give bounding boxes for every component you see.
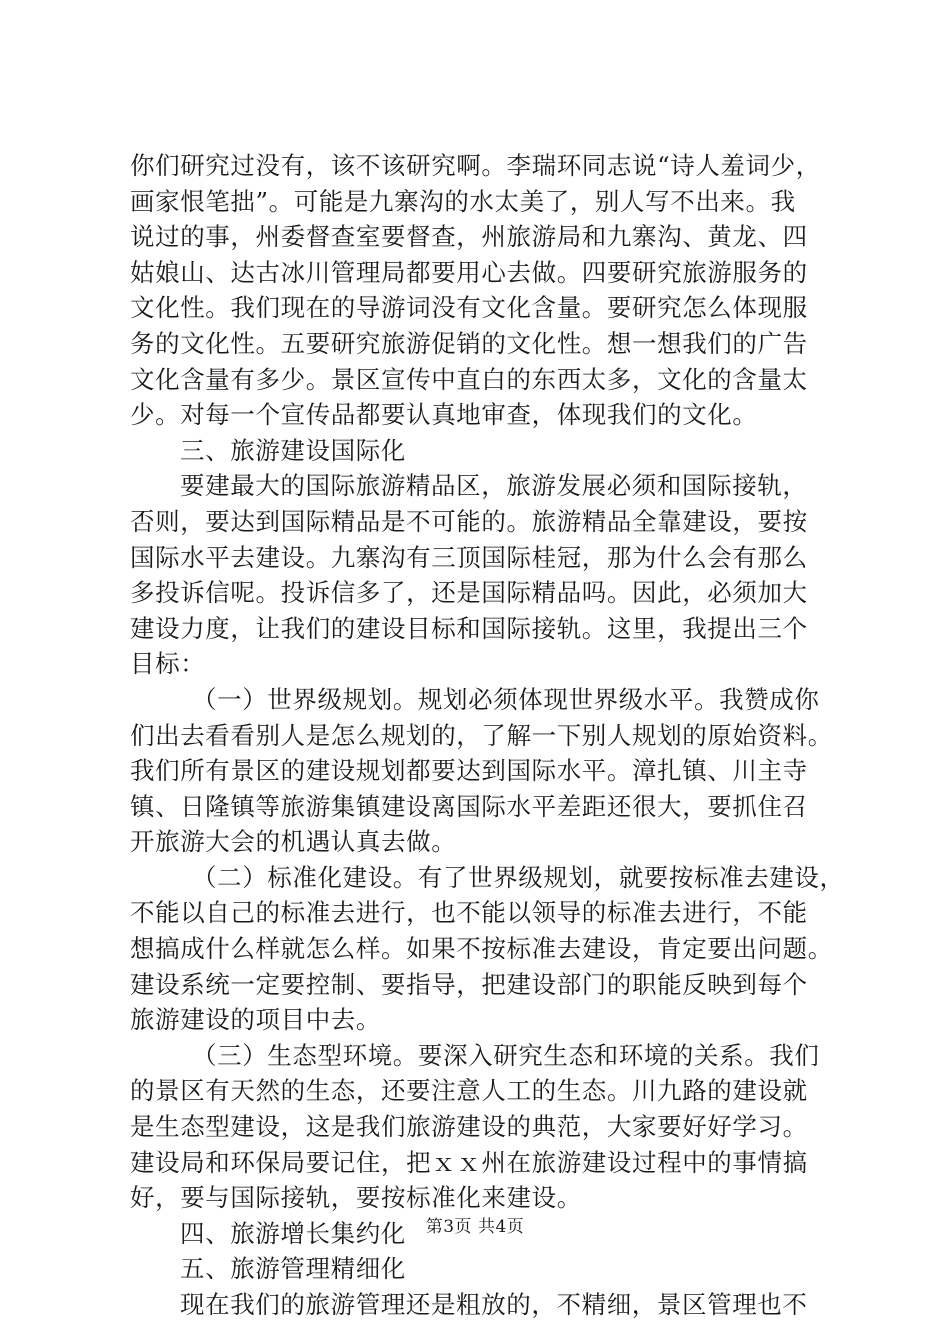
text-line: 画家恨笔拙”。可能是九寨沟的水太美了，别人写不出来。我 <box>130 186 796 216</box>
subsection-line: （二）标准化建设。有了世界级规划，就要按标准去建设， <box>192 862 845 892</box>
text-line: 建设力度，让我们的建设目标和国际接轨。这里，我提出三个 <box>130 613 808 643</box>
text-line: 我们所有景区的建设规划都要达到国际水平。漳扎镇、川主寺 <box>130 756 808 786</box>
text-line: 不能以自己的标准去进行，也不能以领导的标准去进行，不能 <box>130 898 808 928</box>
text-line: 说过的事，州委督查室要督查，州旅游局和九寨沟、黄龙、四 <box>130 222 808 252</box>
document-body <box>130 148 845 1323</box>
section-heading: 五、旅游管理精细化 <box>180 1254 406 1284</box>
text-line: 镇、日隆镇等旅游集镇建设离国际水平差距还很大，要抓住召 <box>130 791 808 821</box>
section-heading: 四、旅游增长集约化 <box>180 1218 406 1248</box>
text-line: 建设系统一定要控制、要指导，把建设部门的职能反映到每个 <box>130 969 808 999</box>
text-line: 的景区有天然的生态，还要注意人工的生态。川九路的建设就 <box>130 1076 808 1106</box>
section-heading: 三、旅游建设国际化 <box>180 435 406 465</box>
text-line: 建设局和环保局要记住，把ｘｘ州在旅游建设过程中的事情搞 <box>130 1147 808 1177</box>
text-line: 务的文化性。五要研究旅游促销的文化性。想一想我们的广告 <box>130 328 808 358</box>
text-line: 要建最大的国际旅游精品区，旅游发展必须和国际接轨， <box>180 471 808 501</box>
text-line: 目标： <box>130 649 206 679</box>
text-line: 你们研究过没有，该不该研究啊。李瑞环同志说“诗人羞词少， <box>130 151 821 180</box>
text-line: 好，要与国际接轨，要按标准化来建设。 <box>130 1183 582 1213</box>
text-line: 想搞成什么样就怎么样。如果不按标准去建设，肯定要出问题。 <box>130 934 833 964</box>
text-line: 国际水平去建设。九寨沟有三顶国际桂冠，那为什么会有那么 <box>130 542 808 572</box>
subsection-line: （一）世界级规划。规划必须体现世界级水平。我赞成你 <box>192 684 820 714</box>
page-number-footer: 第3页 共4页 <box>425 1217 525 1237</box>
text-line: 们出去看看别人是怎么规划的，了解一下别人规划的原始资料。 <box>130 720 833 750</box>
text-line: 姑娘山、达古冰川管理局都要用心去做。四要研究旅游服务的 <box>130 257 808 287</box>
text-line: 多投诉信呢。投诉信多了，还是国际精品吗。因此，必须加大 <box>130 578 808 608</box>
text-line: 否则，要达到国际精品是不可能的。旅游精品全靠建设，要按 <box>130 506 808 536</box>
text-line: 开旅游大会的机遇认真去做。 <box>130 827 457 857</box>
text-line: 文化性。我们现在的导游词没有文化含量。要研究怎么体现服 <box>130 293 808 323</box>
text-line: 文化含量有多少。景区宣传中直白的东西太多，文化的含量太 <box>130 364 808 394</box>
subsection-line: （三）生态型环境。要深入研究生态和环境的关系。我们 <box>192 1040 820 1070</box>
text-line: 现在我们的旅游管理还是粗放的，不精细，景区管理也不 <box>180 1290 808 1319</box>
text-line: 少。对每一个宣传品都要认真地审查，体现我们的文化。 <box>130 400 758 430</box>
text-line: 是生态型建设，这是我们旅游建设的典范，大家要好好学习。 <box>130 1112 808 1142</box>
text-line: 旅游建设的项目中去。 <box>130 1005 381 1035</box>
